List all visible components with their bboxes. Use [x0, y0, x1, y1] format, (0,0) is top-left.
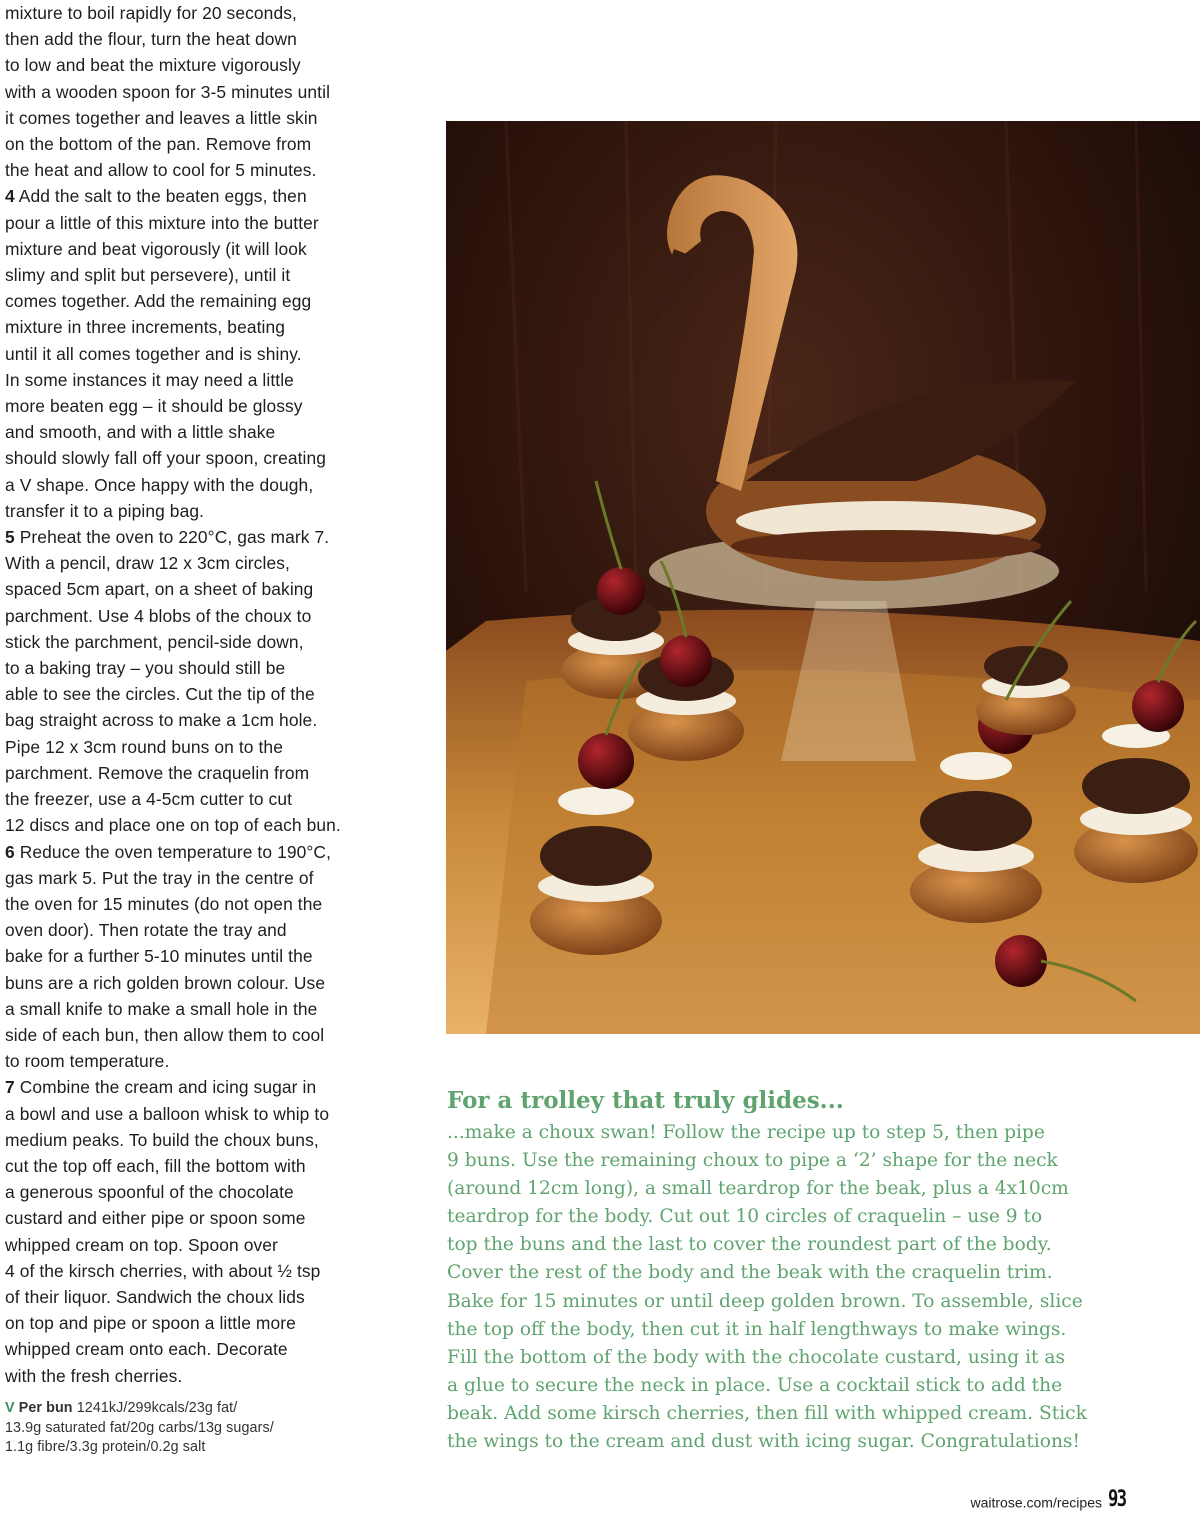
- method-line: more beaten egg – it should be glossy: [5, 396, 303, 417]
- tip-line: the wings to the cream and dust with icing sugar. Congratulations!: [447, 1431, 1080, 1453]
- method-line: bag straight across to make a 1cm hole.: [5, 710, 318, 731]
- method-line: side of each bun, then allow them to cool: [5, 1024, 325, 1045]
- choux-bun: [976, 646, 1076, 735]
- method-line: on top and pipe or spoon a little more: [5, 1313, 296, 1334]
- tip-line: a glue to secure the neck in place. Use a cocktail stick to add the: [447, 1374, 1063, 1396]
- method-line: parchment. Use 4 blobs of the choux to: [5, 605, 312, 626]
- method-line: the oven for 15 minutes (do not open the: [5, 893, 323, 914]
- method-line: mixture to boil rapidly for 20 seconds,: [5, 3, 297, 23]
- footer-url[interactable]: waitrose.com/recipes: [970, 1494, 1102, 1511]
- method-line: a V shape. Once happy with the dough,: [5, 474, 314, 495]
- method-step-4: [5, 183, 365, 524]
- tip-line: ...make a choux swan! Follow the recipe up to step 5, then pipe: [447, 1122, 1045, 1143]
- method-line: pour a little of this mixture into the butter: [5, 212, 319, 233]
- method-intro: [5, 0, 365, 183]
- method-line: a small knife to make a small hole in the: [5, 998, 318, 1019]
- method-line: to a baking tray – you should still be: [5, 658, 286, 679]
- method-line: With a pencil, draw 12 x 3cm circles,: [5, 553, 290, 574]
- method-column: [5, 0, 365, 1458]
- tip-line: teardrop for the body. Cut out 10 circles of craquelin – use 9 to: [447, 1206, 1043, 1228]
- method-line: slimy and split but persevere), until it: [5, 265, 291, 286]
- method-line: stick the parchment, pencil-side down,: [5, 631, 304, 652]
- page-footer: [970, 1487, 1126, 1512]
- method-line: oven door). Then rotate the tray and: [5, 920, 287, 941]
- tip-box: [447, 1083, 1187, 1456]
- method-line: to room temperature.: [5, 1051, 170, 1072]
- tip-line: 9 buns. Use the remaining choux to pipe a ‘2’ shape for the neck: [447, 1150, 1058, 1172]
- method-line: to low and beat the mixture vigorously: [5, 55, 301, 76]
- step-number: 4: [5, 186, 15, 207]
- method-line: able to see the circles. Cut the tip of the: [5, 684, 315, 705]
- method-line: whipped cream onto each. Decorate: [5, 1339, 288, 1360]
- method-line: parchment. Remove the craquelin from: [5, 762, 310, 783]
- method-line: medium peaks. To build the choux buns,: [5, 1129, 319, 1150]
- method-step-6: [5, 839, 365, 1075]
- method-step-7: [5, 1074, 365, 1388]
- method-line: on the bottom of the pan. Remove from: [5, 134, 312, 155]
- nutrition-label: Per bun: [18, 1399, 73, 1416]
- method-line: it comes together and leaves a little skin: [5, 107, 318, 128]
- method-line: of their liquor. Sandwich the choux lids: [5, 1286, 305, 1307]
- method-line: 4 of the kirsch cherries, with about ½ tsp: [5, 1260, 321, 1281]
- method-line: Add the salt to the beaten eggs, then: [14, 186, 307, 207]
- method-step-5: [5, 524, 365, 838]
- choux-swan-illustration: [446, 121, 1200, 1034]
- step-number: 7: [5, 1077, 15, 1098]
- recipe-photo: [446, 121, 1200, 1034]
- page-number: 93: [1108, 1487, 1126, 1512]
- nutrition-line: 1.1g fibre/3.3g protein/0.2g salt: [5, 1439, 206, 1456]
- method-line: cut the top off each, fill the bottom with: [5, 1155, 306, 1176]
- method-line: should slowly fall off your spoon, creating: [5, 448, 327, 469]
- method-line: a bowl and use a balloon whisk to whip to: [5, 1103, 330, 1124]
- nutrition-info: [5, 1399, 365, 1458]
- tip-title: For a trolley that truly glides...: [447, 1087, 844, 1114]
- nutrition-line: 1241kJ/299kcals/23g fat/: [72, 1399, 238, 1416]
- method-line: then add the flour, turn the heat down: [5, 29, 297, 50]
- method-line: transfer it to a piping bag.: [5, 500, 205, 521]
- method-line: In some instances it may need a little: [5, 369, 294, 390]
- tip-line: Cover the rest of the body and the beak with the craquelin trim.: [447, 1262, 1053, 1284]
- method-line: comes together. Add the remaining egg: [5, 291, 312, 312]
- method-line: until it all comes together and is shiny.: [5, 343, 302, 364]
- method-line: Pipe 12 x 3cm round buns on to the: [5, 736, 283, 757]
- method-line: and smooth, and with a little shake: [5, 422, 276, 443]
- method-line: with a wooden spoon for 3-5 minutes until: [5, 81, 331, 102]
- method-line: Preheat the oven to 220°C, gas mark 7.: [14, 527, 330, 548]
- method-line: the heat and allow to cool for 5 minutes.: [5, 160, 317, 181]
- tip-line: beak. Add some kirsch cherries, then fill with whipped cream. Stick: [447, 1402, 1087, 1424]
- tip-line: Bake for 15 minutes or until deep golden brown. To assemble, slice: [447, 1290, 1083, 1312]
- method-line: 12 discs and place one on top of each bun.: [5, 815, 341, 836]
- tip-line: (around 12cm long), a small teardrop for the beak, plus a 4x10cm: [447, 1178, 1069, 1200]
- nutrition-line: 13.9g saturated fat/20g carbs/13g sugars/: [5, 1419, 274, 1436]
- method-line: gas mark 5. Put the tray in the centre of: [5, 867, 314, 888]
- method-line: the freezer, use a 4-5cm cutter to cut: [5, 789, 293, 810]
- method-line: a generous spoonful of the chocolate: [5, 1182, 294, 1203]
- vegetarian-mark: V: [5, 1399, 15, 1416]
- method-line: spaced 5cm apart, on a sheet of baking: [5, 579, 314, 600]
- method-line: mixture and beat vigorously (it will look: [5, 238, 307, 259]
- method-line: custard and either pipe or spoon some: [5, 1208, 306, 1229]
- method-line: with the fresh cherries.: [5, 1365, 183, 1386]
- method-line: bake for a further 5-10 minutes until the: [5, 946, 313, 967]
- method-line: whipped cream on top. Spoon over: [5, 1234, 278, 1255]
- method-line: buns are a rich golden brown colour. Use: [5, 972, 326, 993]
- method-line: Reduce the oven temperature to 190°C,: [14, 841, 332, 862]
- method-line: mixture in three increments, beating: [5, 317, 286, 338]
- step-number: 6: [5, 841, 15, 862]
- tip-line: top the buns and the last to cover the roundest part of the body.: [447, 1234, 1052, 1256]
- tip-line: the top off the body, then cut it in half lengthways to make wings.: [447, 1318, 1067, 1340]
- method-line: Combine the cream and icing sugar in: [14, 1077, 317, 1098]
- tip-line: Fill the bottom of the body with the chocolate custard, using it as: [447, 1346, 1066, 1368]
- tip-body: [447, 1119, 1187, 1456]
- step-number: 5: [5, 527, 15, 548]
